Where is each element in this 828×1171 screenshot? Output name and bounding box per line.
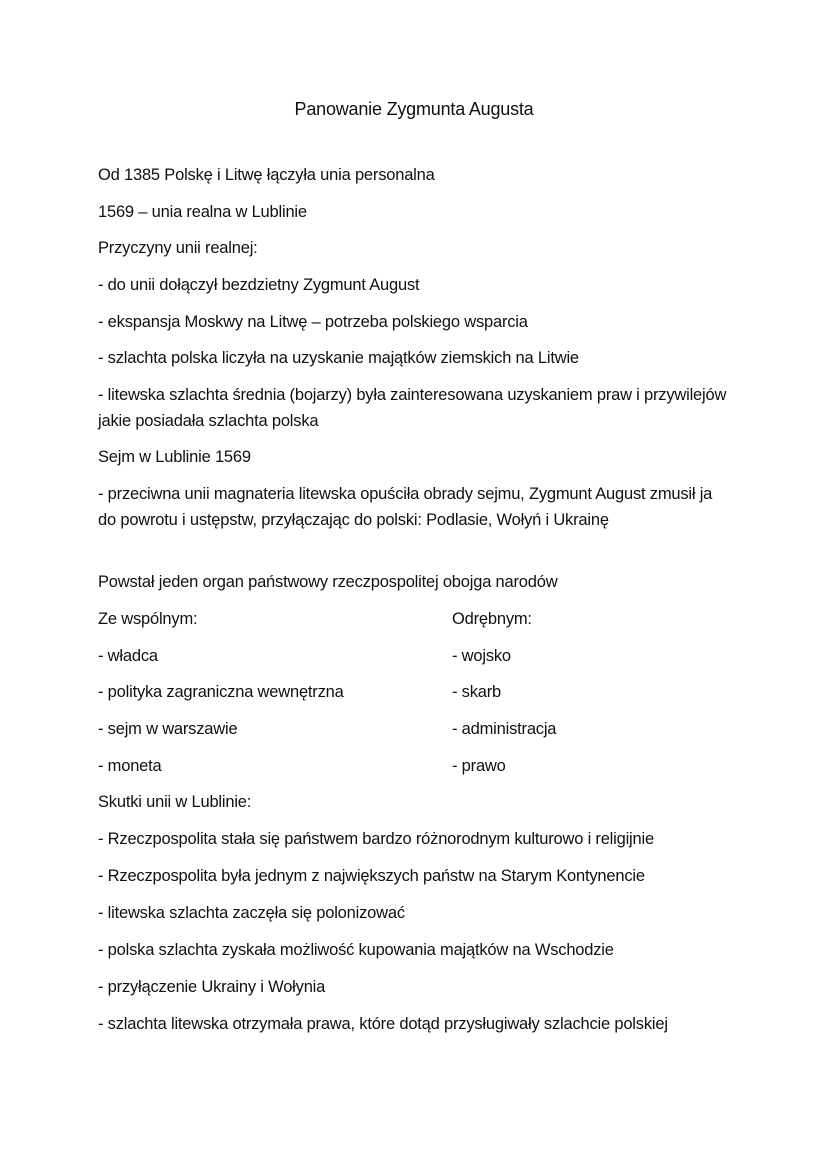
common-item: - sejm w warszawie [98,720,238,738]
common-item: - moneta [98,757,162,775]
common-heading: Ze wspólnym: [98,610,198,628]
paragraph: Powstał jeden organ państwowy rzeczpospolitej obojga narodów [98,573,558,591]
section-heading: Przyczyny unii realnej: [98,239,258,257]
list-item: - ekspansja Moskwy na Litwę – potrzeba polskiego wsparcia [98,313,528,331]
list-item: - litewska szlachta średnia (bojarzy) była zainteresowana uzyskaniem praw i przywilejów jakie posiadała szlachta polska [98,386,727,430]
separate-heading: Odrębnym: [452,610,532,628]
effect-item: - Rzeczpospolita była jednym z największych państw na Starym Kontynencie [98,867,645,885]
paragraph: Od 1385 Polskę i Litwę łączyła unia personalna [98,166,435,184]
document-title: Panowanie Zygmunta Augusta [294,99,534,119]
separate-item: - wojsko [452,647,511,665]
effect-item: - Rzeczpospolita stała się państwem bardzo różnorodnym kulturowo i religijnie [98,830,654,848]
effect-item: - litewska szlachta zaczęła się polonizować [98,904,405,922]
effect-item: - przyłączenie Ukrainy i Wołynia [98,978,326,996]
effect-item: - szlachta litewska otrzymała prawa, które dotąd przysługiwały szlachcie polskiej [98,1015,668,1033]
section-heading: Sejm w Lublinie 1569 [98,448,251,466]
list-item: - do unii dołączył bezdzietny Zygmunt August [98,276,420,294]
common-item: - władca [98,647,158,665]
separate-item: - prawo [452,757,506,775]
paragraph: 1569 – unia realna w Lublinie [98,203,307,221]
effects-heading: Skutki unii w Lublinie: [98,793,252,811]
separate-item: - skarb [452,683,502,701]
list-item: - przeciwna unii magnateria litewska opuściła obrady sejmu, Zygmunt August zmusił ja do powrotu i ustępstw, przyłączając do polski: Podlasie, Wołyń i Ukrainę [98,485,713,529]
effect-item: - polska szlachta zyskała możliwość kupowania majątków na Wschodzie [98,941,614,959]
common-item: - polityka zagraniczna wewnętrzna [98,683,344,701]
separate-item: - administracja [452,720,557,738]
list-item: - szlachta polska liczyła na uzyskanie majątków ziemskich na Litwie [98,349,579,367]
